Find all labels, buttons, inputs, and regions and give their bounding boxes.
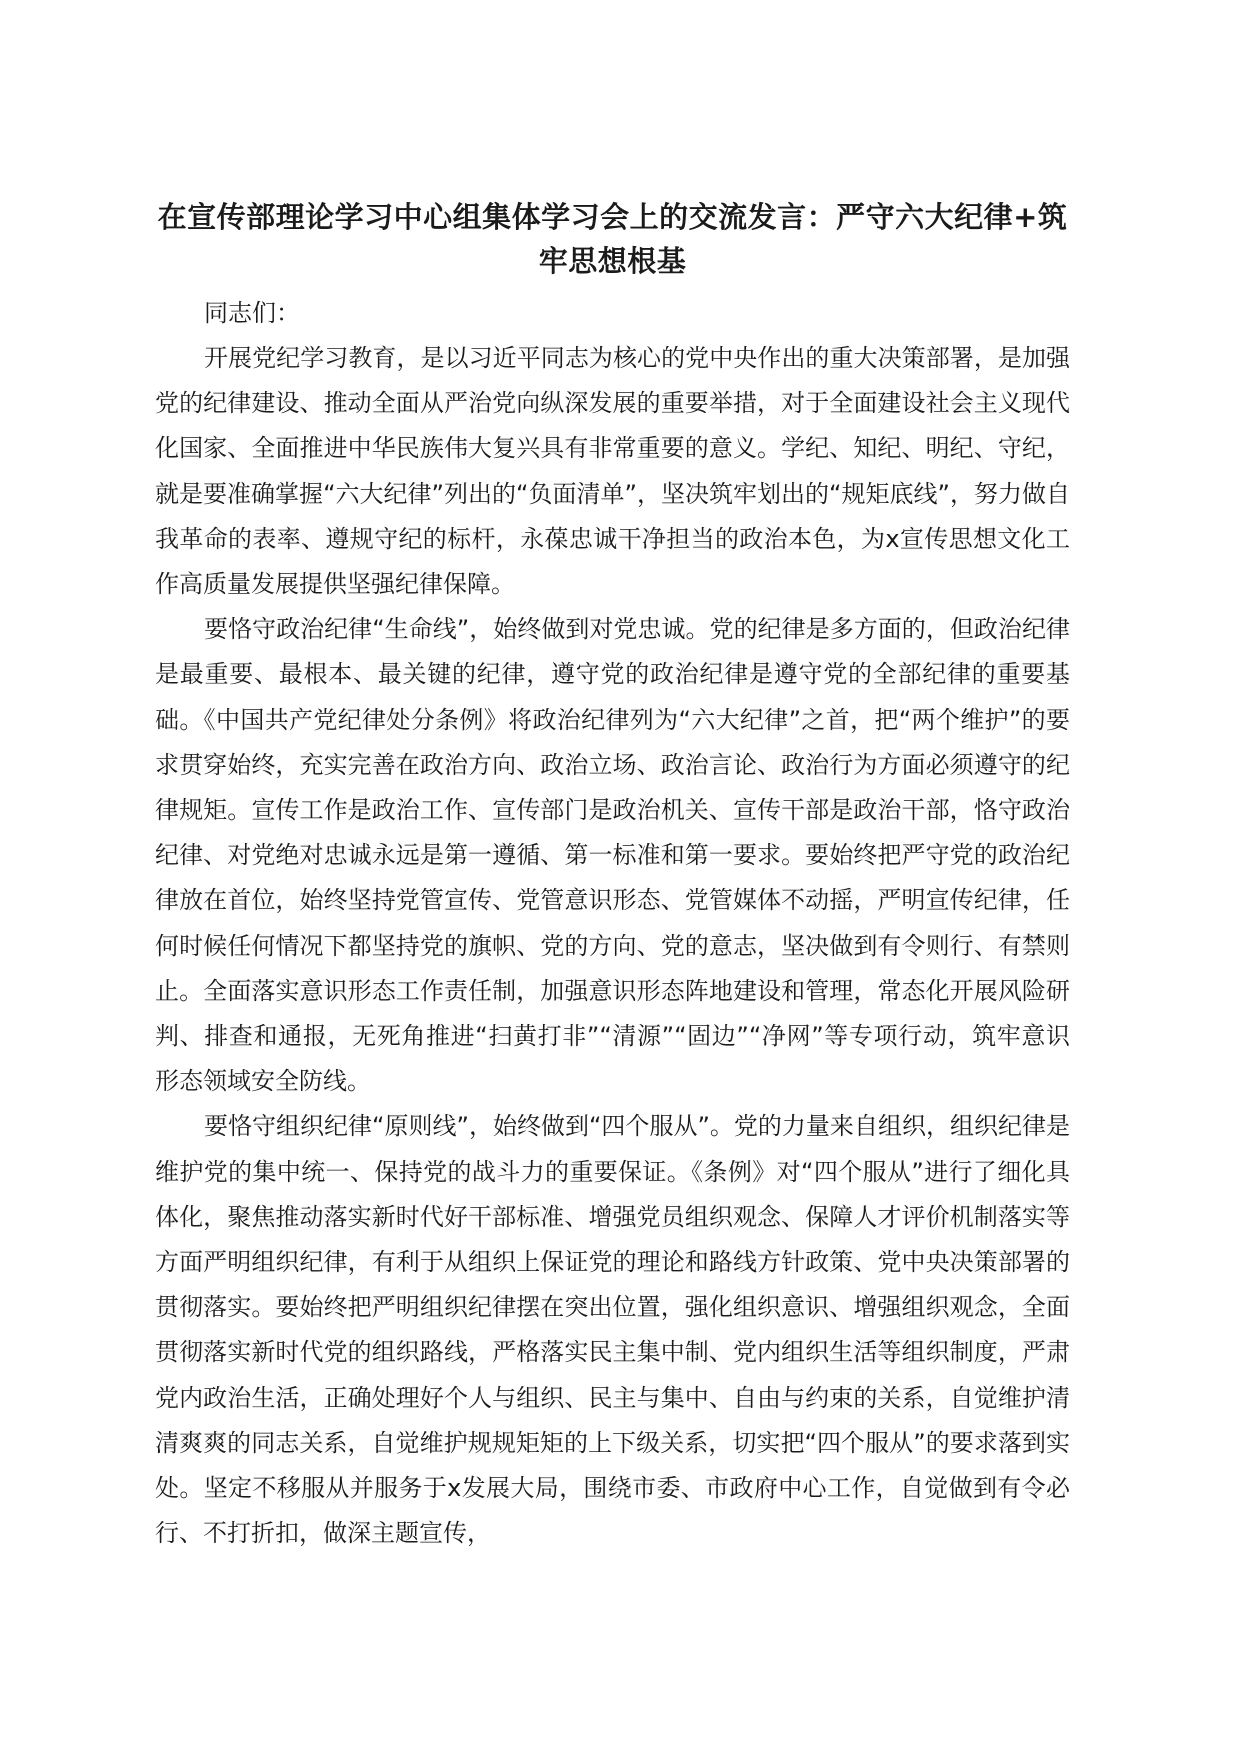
salutation: 同志们： (204, 299, 300, 327)
paragraph-intro: 开展党纪学习教育，是以习近平同志为核心的党中央作出的重大决策部署，是加强党的纪律建设、推动全面从严治党向纵深发展的重要举措，对于全面建设社会主义现代化国家、全面推进中华民族伟大复兴具有非常重要的意义。学纪、知纪、明纪、守纪，就是要准确掌握“六大纪律”列出的“负面清单”，坚决筑牢划出的“规矩底线”，努力做自我革命的表率、遵规守纪的标杆，永葆忠诚干净担当的政治本色，为x宣传思想文化工作高质量发展提供坚强纪律保障。 (155, 344, 1070, 599)
document-page (155, 195, 1070, 1556)
paragraph-political-discipline: 要恪守政治纪律“生命线”，始终做到对党忠诚。党的纪律是多方面的，但政治纪律是最重要、最根本、最关键的纪律，遵守党的政治纪律是遵守党的全部纪律的重要基础。《中国共产党纪律处分条例》将政治纪律列为“六大纪律”之首，把“两个维护”的要求贯穿始终，充实完善在政治方向、政治立场、政治言论、政治行为方面必须遵守的纪律规矩。宣传工作是政治工作、宣传部门是政治机关、宣传干部是政治干部，恪守政治纪律、对党绝对忠诚永远是第一遵循、第一标准和第一要求。要始终把严守党的政治纪律放在首位，始终坚持党管宣传、党管意识形态、党管媒体不动摇，严明宣传纪律，任何时候任何情况下都坚持党的旗帜、党的方向、党的意志，坚决做到有令则行、有禁则止。全面落实意识形态工作责任制，加强意识形态阵地建设和管理，常态化开展风险研判、排查和通报，无死角推进“扫黄打非”“清源”“固边”“净网”等专项行动，筑牢意识形态领域安全防线。 (155, 615, 1070, 1096)
document-title: 在宣传部理论学习中心组集体学习会上的交流发言：严守六大纪律+筑牢思想根基 (157, 200, 1068, 278)
paragraph-organizational-discipline: 要恪守组织纪律“原则线”，始终做到“四个服从”。党的力量来自组织，组织纪律是维护党的集中统一、保持党的战斗力的重要保证。《条例》对“四个服从”进行了细化具体化，聚焦推动落实新时代好干部标准、增强党员组织观念、保障人才评价机制落实等方面严明组织纪律，有利于从组织上保证党的理论和路线方针政策、党中央决策部署的贯彻落实。要始终把严明组织纪律摆在突出位置，强化组织意识、增强组织观念，全面贯彻落实新时代党的组织路线，严格落实民主集中制、党内组织生活等组织制度，严肃党内政治生活，正确处理好个人与组织、民主与集中、自由与约束的关系，自觉维护清清爽爽的同志关系，自觉维护规规矩矩的上下级关系，切实把“四个服从”的要求落到实处。坚定不移服从并服务于x发展大局，围绕市委、市政府中心工作，自觉做到有令必行、不打折扣，做深主题宣传， (155, 1112, 1070, 1548)
